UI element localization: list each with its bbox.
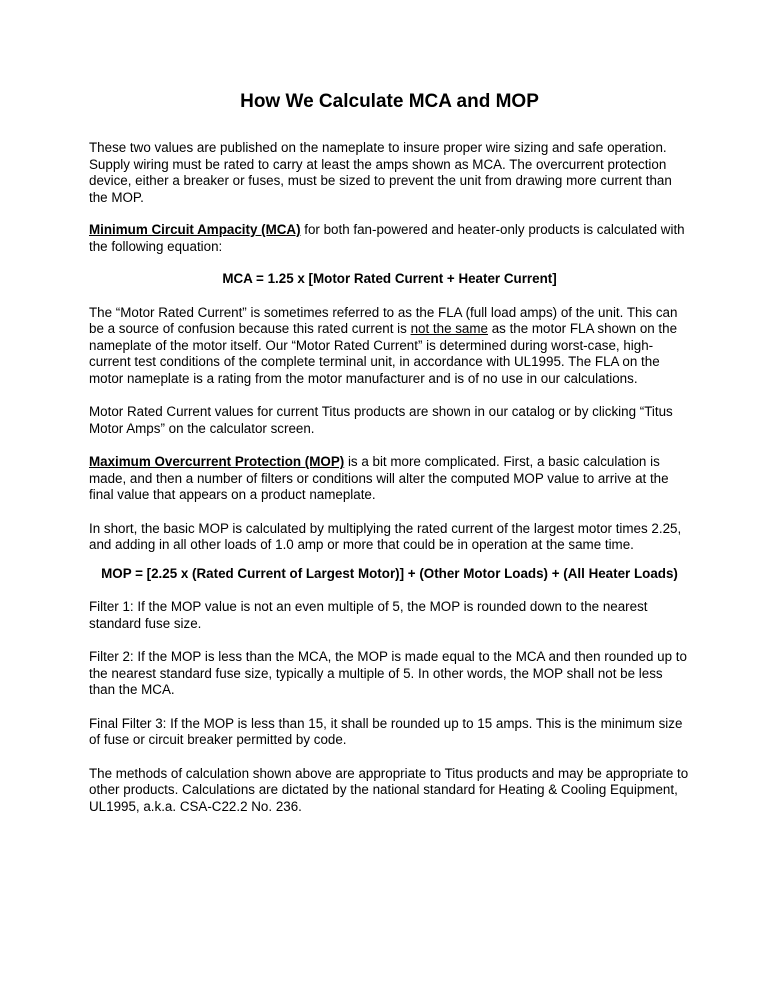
mca-equation: MCA = 1.25 x [Motor Rated Current + Heater Current] [222, 271, 557, 286]
page-title: How We Calculate MCA and MOP [240, 91, 539, 112]
mca-definition-paragraph [89, 222, 690, 255]
filter-2-paragraph: Filter 2: If the MOP is less than the MCA, the MOP is made equal to the MCA and then rounded up to the nearest standard fuse size, typically a multiple of 5. In other words, the MOP shall not be less than the MCA. [89, 649, 687, 697]
mca-explanation-part2: as the motor FLA shown on the nameplate of the motor itself. Our “Motor Rated Current” is determined during worst-case, high-current test conditions of the complete terminal unit, in accordance with UL1995. The FLA on the motor nameplate is a rating from the motor manufacturer and is of no use in our calculations. [89, 321, 678, 386]
filter-3-paragraph: Final Filter 3: If the MOP is less than 15, it shall be rounded up to 15 amps. This is the minimum size of fuse or circuit breaker permitted by code. [89, 715, 683, 747]
mop-definition-paragraph [89, 454, 690, 504]
catalog-note-paragraph: Motor Rated Current values for current Titus products are shown in our catalog or by clicking “Titus Motor Amps” on the calculator screen. [89, 404, 673, 436]
intro-paragraph: These two values are published on the nameplate to insure proper wire sizing and safe operation. Supply wiring must be rated to carry at least the amps shown as MCA. The overcurrent protection device, either a breaker or fuses, must be sized to prevent the unit from drawing more current than the MOP. [89, 140, 672, 205]
filter-1-paragraph: Filter 1: If the MOP value is not an even multiple of 5, the MOP is rounded down to the nearest standard fuse size. [89, 599, 648, 631]
mca-explanation-paragraph [89, 305, 690, 388]
mca-explanation-part1: The “Motor Rated Current” is sometimes referred to as the FLA (full load amps) of the unit. This can be a source of confusion because this rated current is [89, 304, 678, 336]
mca-term: Minimum Circuit Ampacity (MCA) [89, 222, 301, 237]
mop-term: Maximum Overcurrent Protection (MOP) [89, 454, 345, 469]
mop-summary-paragraph: In short, the basic MOP is calculated by multiplying the rated current of the largest motor times 2.25, and adding in all other loads of 1.0 amp or more that could be in operation at the same time. [89, 520, 682, 552]
mop-equation: MOP = [2.25 x (Rated Current of Largest Motor)] + (Other Motor Loads) + (All Heater Loads) [101, 565, 678, 581]
closing-paragraph: The methods of calculation shown above are appropriate to Titus products and may be appropriate to other products. Calculations are dictated by the national standard for Heating & Cooling Equipment, UL1995, a.k.a. CSA-C22.2 No. 236. [89, 765, 689, 814]
mca-definition-text: for both fan-powered and heater-only products is calculated with the following equation: [89, 222, 685, 254]
mca-explanation-underlined: not the same [410, 321, 488, 336]
mop-definition-text: is a bit more complicated. First, a basic calculation is made, and then a number of filters or conditions will alter the computed MOP value to arrive at the final value that appears on a product nameplate. [89, 454, 669, 502]
